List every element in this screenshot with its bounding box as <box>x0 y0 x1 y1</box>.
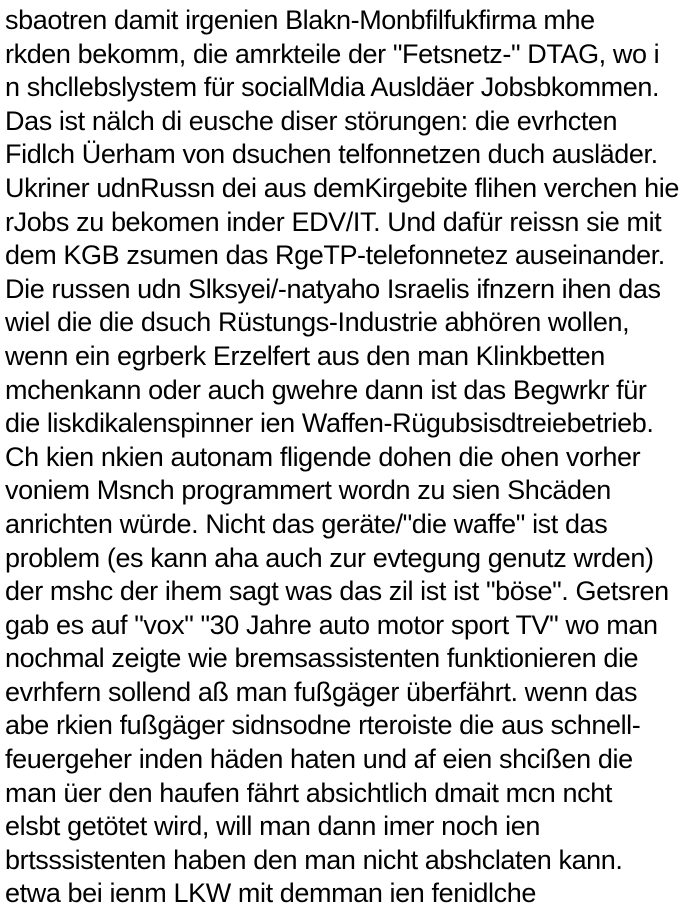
text-line: anrichten würde. Nicht das geräte/"die waffe" ist das <box>5 508 608 539</box>
text-line: die liskdikalenspinner ien Waffen-Rügubsisdtreiebetrieb. <box>5 408 654 439</box>
text-line: man üer den haufen fährt absichtlich dmait mcn ncht <box>5 777 612 808</box>
text-line: gab es auf "vox" "30 Jahre auto motor sport TV" wo man <box>5 609 658 640</box>
paragraph-text <box>5 4 684 911</box>
text-line: Ch kien nkien autonam fligende dohen die ohen vorher <box>5 441 641 472</box>
text-line: nochmal zeigte wie bremsassistenten funktionieren die <box>5 643 639 674</box>
text-line: Ukriner udnRussn dei aus demKirgebite flihen verchen hie <box>5 172 679 203</box>
text-line: sbaotren damit irgenien Blakn-Monbfilfukfirma mhe <box>5 5 595 35</box>
text-line: abe rkien fußgäger sidnsodne rteroiste die aus schnell- <box>5 710 641 741</box>
text-line: Das ist nälch di eusche diser störungen: die evrhcten <box>5 105 618 136</box>
text-line: mchenkann oder auch gwehre dann ist das Begwrkr für <box>5 374 647 405</box>
text-line: wenn ein egrberk Erzelfert aus den man Klinkbetten <box>5 340 605 371</box>
text-line: feuergeher inden häden haten und af eien shcißen die <box>5 744 633 775</box>
text-line: rkden bekomm, die amrkteile der "Fetsnetz-" DTAG, wo i <box>5 38 660 69</box>
text-line: problem (es kann aha auch zur evtegung genutz wrden) <box>5 542 654 573</box>
text-line: evrhfern sollend aß man fußgäger überfährt. wenn das <box>5 676 638 707</box>
text-line: brtsssistenten haben den man nicht abshclaten kann. <box>5 844 623 875</box>
text-line: n shcllebslystem für socialMdia Ausldäer Jobsbkommen. <box>5 72 660 103</box>
text-line: Fidlch Üerham von dsuchen telfonnetzen duch ausläder. <box>5 139 658 170</box>
text-line: rJobs zu bekomen inder EDV/IT. Und dafür reissn sie mit <box>5 206 662 237</box>
text-line: dem KGB zsumen das RgeTP-telefonnetez auseinander. <box>5 240 665 271</box>
text-line: der mshc der ihem sagt was das zil ist ist "böse". Getsren <box>5 576 669 607</box>
text-line: elsbt getötet wird, will man dann imer noch ien <box>5 811 540 842</box>
text-line: etwa bei ienm LKW mit demman ien fenidlche <box>5 878 536 909</box>
text-line: wiel die die dsuch Rüstungs-Industrie abhören wollen, <box>5 307 630 338</box>
text-line: Die russen udn Slksyei/-natyaho Israelis ifnzern ihen das <box>5 273 661 304</box>
text-line: voniem Msnch programmert wordn zu sien Shcäden <box>5 475 611 506</box>
